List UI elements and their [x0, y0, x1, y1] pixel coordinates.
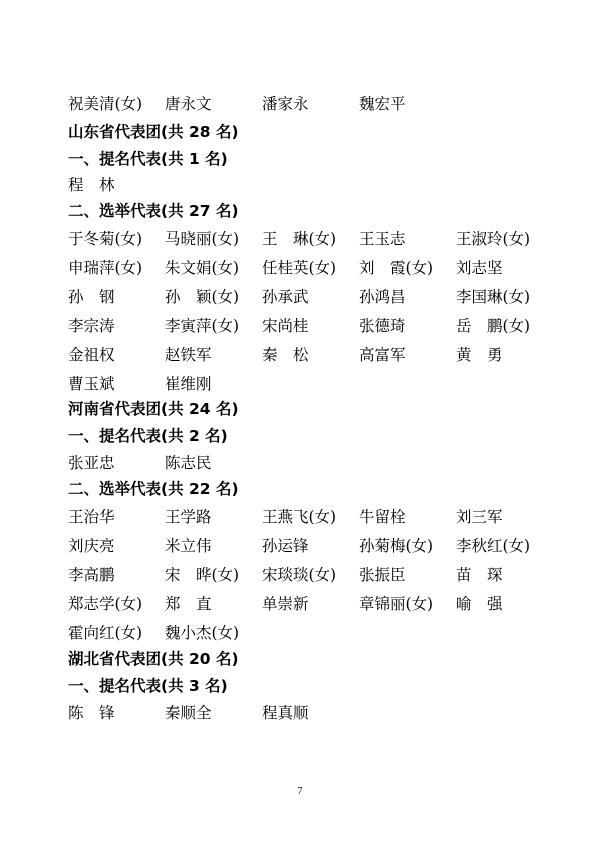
delegate-name: 曹玉斌	[68, 375, 115, 393]
delegate-name: 王玉志	[359, 230, 406, 248]
delegate-name: 李宗涛	[68, 317, 115, 335]
delegate-name: 刘志坚	[456, 259, 503, 277]
delegate-name: 孙菊梅(女)	[359, 537, 434, 555]
delegate-name: 申瑞萍(女)	[68, 259, 143, 277]
name-row	[68, 592, 548, 616]
delegate-name: 宋琰琰(女)	[262, 566, 337, 584]
delegate-name: 王 琳(女)	[262, 230, 337, 248]
delegate-name: 王淑玲(女)	[456, 230, 531, 248]
name-row	[68, 451, 548, 475]
delegate-name: 秦 松	[262, 346, 309, 364]
delegate-name: 刘三军	[456, 508, 503, 526]
delegate-name: 郑 直	[165, 595, 212, 613]
nominated-heading-hubei: 一、提名代表(共 3 名)	[68, 677, 228, 695]
elected-heading-henan: 二、选举代表(共 22 名)	[68, 480, 239, 498]
delegate-name: 程 林	[68, 176, 115, 194]
delegate-name: 苗 琛	[456, 566, 503, 584]
name-row	[68, 343, 548, 367]
delegate-name: 魏小杰(女)	[165, 624, 240, 642]
delegate-name: 喻 强	[456, 595, 503, 613]
delegate-name: 刘庆亮	[68, 537, 115, 555]
delegate-name: 李秋红(女)	[456, 537, 531, 555]
delegate-name: 米立伟	[165, 537, 212, 555]
delegate-name: 牛留栓	[359, 508, 406, 526]
delegation-title-henan: 河南省代表团(共 24 名)	[68, 400, 239, 418]
delegate-name: 程真顺	[262, 704, 309, 722]
delegate-name: 孙鸿昌	[359, 288, 406, 306]
delegate-name: 马晓丽(女)	[165, 230, 240, 248]
delegate-name: 李高鹏	[68, 566, 115, 584]
nominated-heading-henan: 一、提名代表(共 2 名)	[68, 427, 228, 445]
delegate-name: 郑志学(女)	[68, 595, 143, 613]
delegate-name: 于冬菊(女)	[68, 230, 143, 248]
delegate-name: 朱文娟(女)	[165, 259, 240, 277]
delegate-name: 陈 锋	[68, 704, 115, 722]
delegate-name: 李寅萍(女)	[165, 317, 240, 335]
delegate-name: 崔维刚	[165, 375, 212, 393]
name-row	[68, 256, 548, 280]
name-row	[68, 314, 548, 338]
name-row	[68, 173, 548, 197]
delegate-name: 孙 钢	[68, 288, 115, 306]
delegation-title-hubei: 湖北省代表团(共 20 名)	[68, 650, 239, 668]
delegate-name: 张德琦	[359, 317, 406, 335]
name-row	[68, 701, 548, 725]
delegate-name: 张亚忠	[68, 454, 115, 472]
delegate-name: 岳 鹏(女)	[456, 317, 531, 335]
delegate-name: 孙运锋	[262, 537, 309, 555]
delegate-name: 宋 晔(女)	[165, 566, 240, 584]
delegate-name: 陈志民	[165, 454, 212, 472]
name-row	[68, 285, 548, 309]
delegate-name: 魏宏平	[359, 95, 406, 113]
delegation-title-shandong: 山东省代表团(共 28 名)	[68, 123, 239, 141]
delegate-name: 赵铁军	[165, 346, 212, 364]
delegate-name: 秦顺全	[165, 704, 212, 722]
name-row	[68, 92, 548, 116]
delegate-name: 唐永文	[165, 95, 212, 113]
delegate-name: 祝美清(女)	[68, 95, 143, 113]
delegate-name: 章锦丽(女)	[359, 595, 434, 613]
nominated-heading-shandong: 一、提名代表(共 1 名)	[68, 150, 228, 168]
name-row	[68, 372, 548, 396]
name-row	[68, 505, 548, 529]
delegate-name: 李国琳(女)	[456, 288, 531, 306]
delegate-name: 宋尚桂	[262, 317, 309, 335]
delegate-name: 孙承武	[262, 288, 309, 306]
name-row	[68, 534, 548, 558]
page-number: 7	[297, 786, 303, 797]
name-row	[68, 563, 548, 587]
delegate-name: 孙 颖(女)	[165, 288, 240, 306]
delegate-name: 高富军	[359, 346, 406, 364]
delegate-name: 单崇新	[262, 595, 309, 613]
delegate-name: 王燕飞(女)	[262, 508, 337, 526]
delegate-name: 张振臣	[359, 566, 406, 584]
delegate-name: 王学路	[165, 508, 212, 526]
name-row	[68, 227, 548, 251]
delegate-name: 黄 勇	[456, 346, 503, 364]
delegate-name: 刘 霞(女)	[359, 259, 434, 277]
delegate-name: 王治华	[68, 508, 115, 526]
delegate-name: 潘家永	[262, 95, 309, 113]
elected-heading-shandong: 二、选举代表(共 27 名)	[68, 202, 239, 220]
delegate-name: 任桂英(女)	[262, 259, 337, 277]
name-row	[68, 621, 548, 645]
delegate-name: 霍向红(女)	[68, 624, 143, 642]
delegate-name: 金祖权	[68, 346, 115, 364]
